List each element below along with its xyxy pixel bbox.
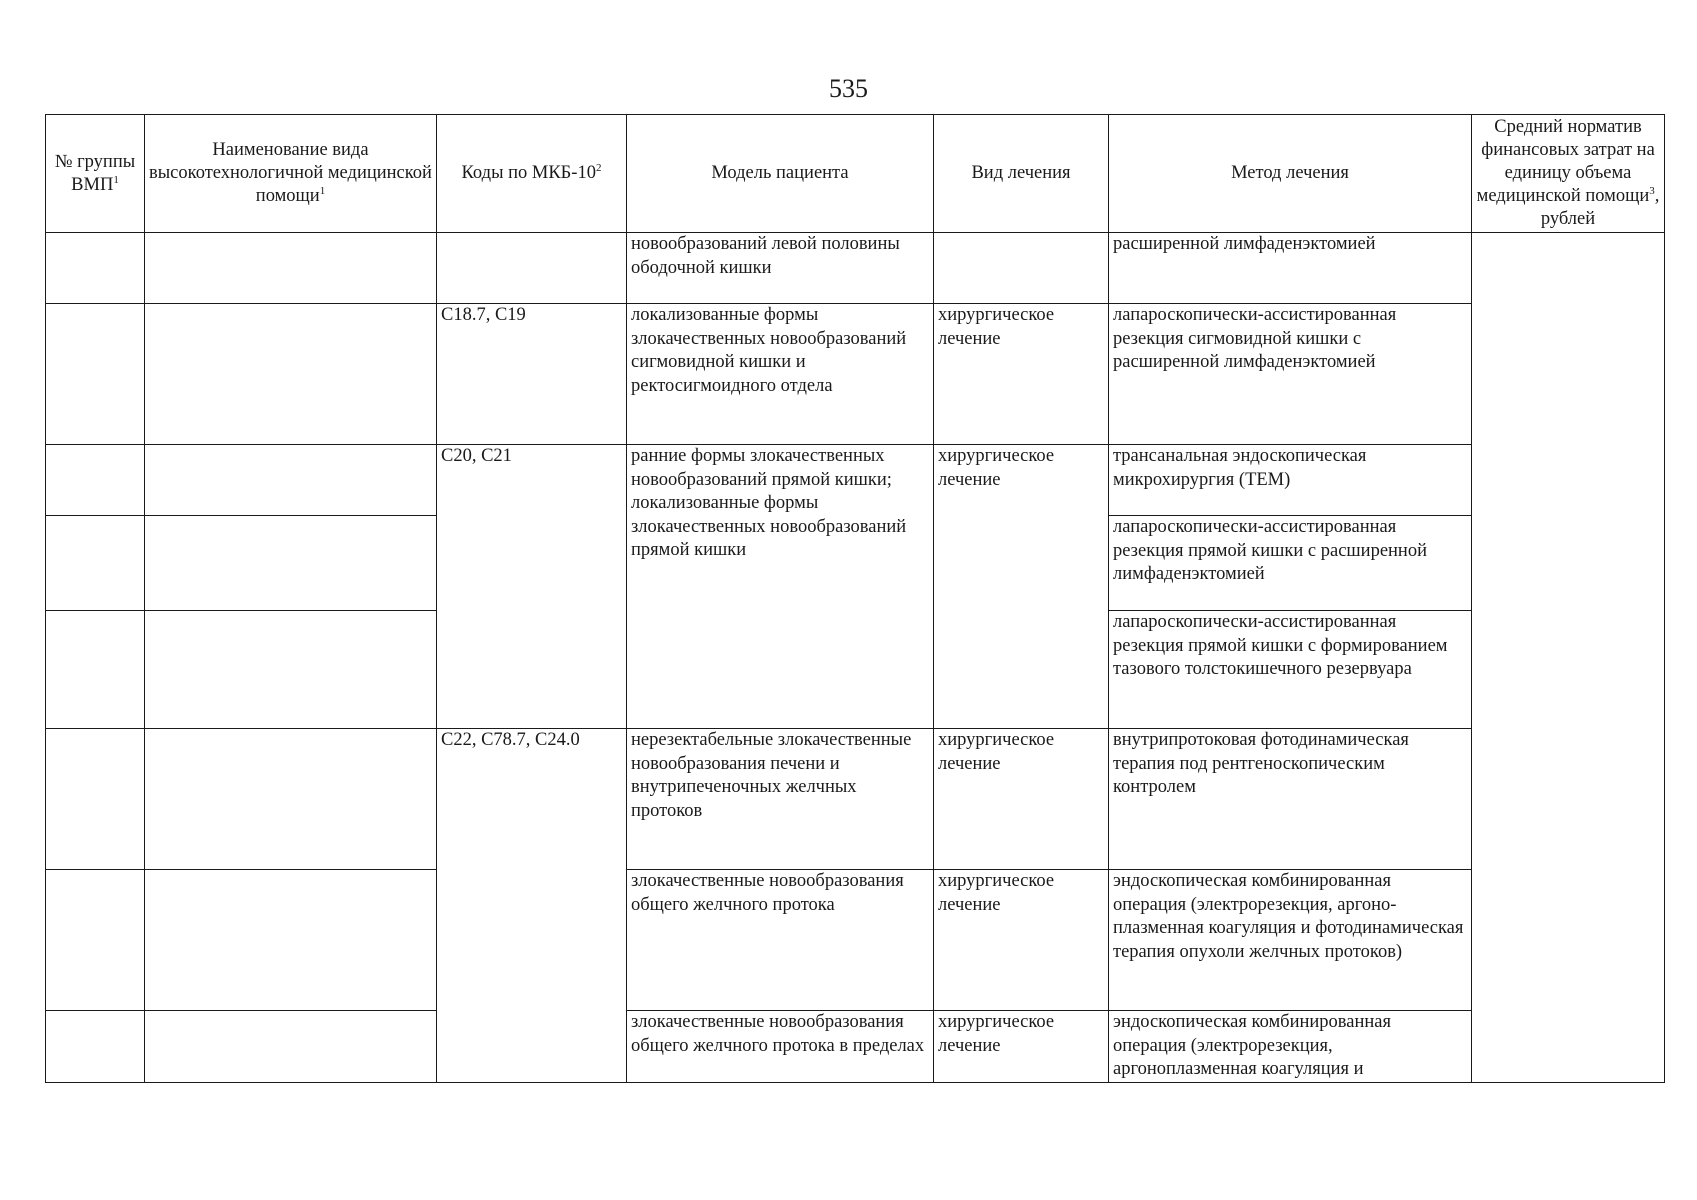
- table-row: [46, 1011, 1665, 1083]
- group-cell: [46, 611, 145, 729]
- model-cell: ранние формы злокачественных новообразований прямой кишки; локализованные формы злокачественных новообразований прямой кишки: [627, 445, 934, 729]
- header-group-no: № группы ВМП$^1$: [46, 115, 145, 233]
- method-cell: эндоскопическая комбинированная операция (электрорезекция, аргоно-плазменная коагуляция и фотодинамическая терапия опухоли желчных протоков): [1109, 870, 1472, 1011]
- type-cell: хирургическое лечение: [934, 1011, 1109, 1083]
- table-row: [46, 233, 1665, 304]
- method-cell: лапароскопически-ассистированная резекция прямой кишки с формированием тазового толстокишечного резервуара: [1109, 611, 1472, 729]
- method-cell: внутрипротоковая фотодинамическая терапия под рентгеноскопическим контролем: [1109, 729, 1472, 870]
- header-care-type: Наименование вида высокотехнологичной медицинской помощи$^1$: [145, 115, 437, 233]
- model-cell: злокачественные новообразования общего желчного протока: [627, 870, 934, 1011]
- table-row: [46, 729, 1665, 870]
- care-type-cell: [145, 729, 437, 870]
- codes-cell: [437, 233, 627, 304]
- method-cell: трансанальная эндоскопическая микрохирургия (TEM): [1109, 445, 1472, 516]
- group-cell: [46, 870, 145, 1011]
- care-type-cell: [145, 870, 437, 1011]
- codes-cell: C18.7, C19: [437, 304, 627, 445]
- type-cell: [934, 233, 1109, 304]
- type-cell: хирургическое лечение: [934, 729, 1109, 870]
- type-cell: хирургическое лечение: [934, 445, 1109, 729]
- table-row: [46, 870, 1665, 1011]
- vmp-table: [45, 114, 1665, 1083]
- care-type-cell: [145, 304, 437, 445]
- group-cell: [46, 1011, 145, 1083]
- header-icd-codes: Коды по МКБ-$10^2$: [437, 115, 627, 233]
- method-cell: эндоскопическая комбинированная операция (электрорезекция, аргоноплазменная коагуляция и: [1109, 1011, 1472, 1083]
- table-row: [46, 445, 1665, 516]
- care-type-cell: [145, 445, 437, 516]
- codes-cell: C20, C21: [437, 445, 627, 729]
- header-cost: Средний норматив финансовых затрат на единицу объема медицинской помощи$^3$, рублей: [1472, 115, 1665, 233]
- header-treatment-type: Вид лечения: [934, 115, 1109, 233]
- group-cell: [46, 445, 145, 516]
- group-cell: [46, 304, 145, 445]
- care-type-cell: [145, 516, 437, 611]
- type-cell: хирургическое лечение: [934, 304, 1109, 445]
- group-cell: [46, 233, 145, 304]
- care-type-cell: [145, 1011, 437, 1083]
- header-treatment-method: Метод лечения: [1109, 115, 1472, 233]
- model-cell: новообразований левой половины ободочной кишки: [627, 233, 934, 304]
- care-type-cell: [145, 233, 437, 304]
- model-cell: локализованные формы злокачественных новообразований сигмовидной кишки и ректосигмоидного отдела: [627, 304, 934, 445]
- table-header-row: [46, 115, 1665, 233]
- codes-cell: C22, C78.7, C24.0: [437, 729, 627, 1083]
- model-cell: нерезектабельные злокачественные новообразования печени и внутрипеченочных желчных протоков: [627, 729, 934, 870]
- method-cell: лапароскопически-ассистированная резекция сигмовидной кишки с расширенной лимфаденэктомией: [1109, 304, 1472, 445]
- care-type-cell: [145, 611, 437, 729]
- model-cell: злокачественные новообразования общего желчного протока в пределах: [627, 1011, 934, 1083]
- header-patient-model: Модель пациента: [627, 115, 934, 233]
- group-cell: [46, 729, 145, 870]
- page-number: 535: [829, 74, 868, 103]
- group-cell: [46, 516, 145, 611]
- type-cell: хирургическое лечение: [934, 870, 1109, 1011]
- method-cell: лапароскопически-ассистированная резекция прямой кишки с расширенной лимфаденэктомией: [1109, 516, 1472, 611]
- cost-cell: [1472, 233, 1665, 1083]
- method-cell: расширенной лимфаденэктомией: [1109, 233, 1472, 304]
- table-row: [46, 304, 1665, 445]
